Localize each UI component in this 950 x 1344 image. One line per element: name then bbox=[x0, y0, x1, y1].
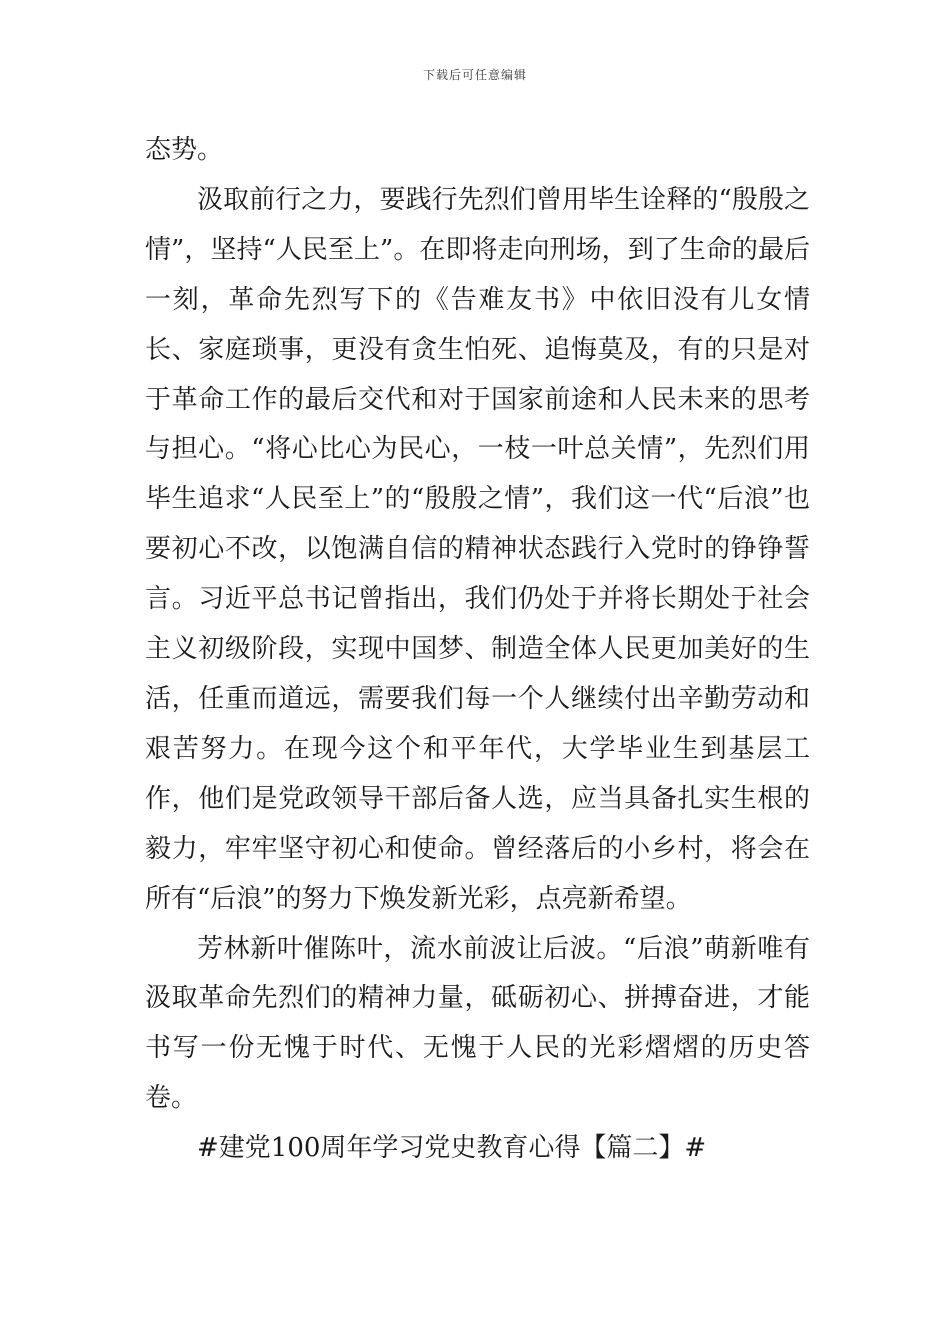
document-body bbox=[145, 126, 810, 1174]
paragraph: 汲取前行之力，要践行先烈们曾用毕生诠释的“殷殷之情”，坚持“人民至上”。在即将走向刑场，到了生命的最后一刻，革命先烈写下的《告难友书》中依旧没有儿女情长、家庭琐事，更没有贪生怕死、追悔莫及，有的只是对于革命工作的最后交代和对于国家前途和人民未来的思考与担心。“将心比心为民心，一枝一叶总关情”，先烈们用毕生追求“人民至上”的“殷殷之情”，我们这一代“后浪”也要初心不改，以饱满自信的精神状态践行入党时的铮铮誓言。习近平总书记曾指出，我们仍处于并将长期处于社会主义初级阶段，实现中国梦、制造全体人民更加美好的生活，任重而道远，需要我们每一个人继续付出辛勤劳动和艰苦努力。在现今这个和平年代，大学毕业生到基层工作，他们是党政领导干部后备人选，应当具备扎实生根的毅力，牢牢坚守初心和使命。曾经落后的小乡村，将会在所有“后浪”的努力下焕发新光彩，点亮新希望。 bbox=[145, 184, 810, 914]
paragraph: 芳林新叶催陈叶，流水前波让后波。“后浪”萌新唯有汲取革命先烈们的精神力量，砥砺初心、拼搏奋进，才能书写一份无愧于时代、无愧于人民的光彩熠熠的历史答卷。 bbox=[145, 933, 810, 1114]
page-header: 下载后可任意编辑 bbox=[422, 68, 527, 82]
paragraph-continuation: 态势。 bbox=[145, 135, 224, 165]
section-heading: #建党100周年学习党史教育心得【篇二】# bbox=[197, 1133, 707, 1164]
